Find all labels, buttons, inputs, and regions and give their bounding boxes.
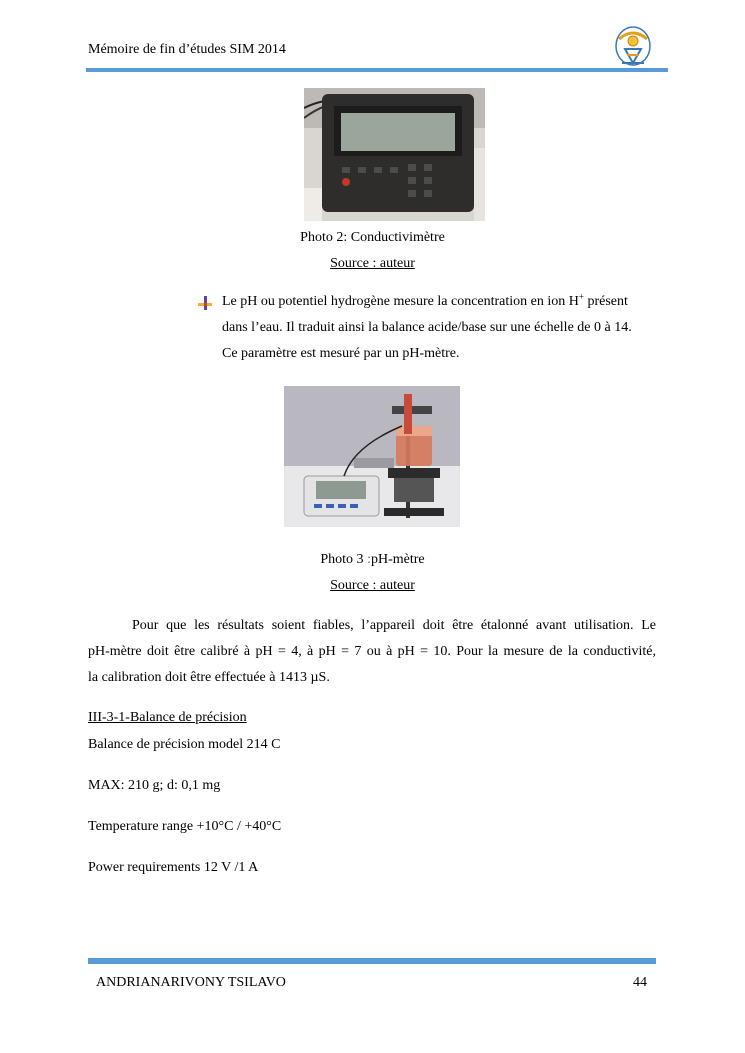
footer-author: ANDRIANARIVONY TSILAVO [96, 975, 286, 990]
section-heading: III-3-1-Balance de précision [88, 710, 247, 725]
photo3-caption: Photo 3 :pH-mètre [320, 552, 425, 567]
institution-logo-icon [614, 25, 652, 67]
conductivity-meter-photo [304, 88, 485, 221]
calibration-line-3: la calibration doit être effectuée à 1413 µS. [88, 670, 330, 685]
header-rule [86, 68, 668, 72]
footer-rule [88, 958, 656, 964]
ph-line-2: dans l’eau. Il traduit ainsi la balance acide/base sur une échelle de 0 à 14. [222, 320, 632, 335]
balance-temperature-range: Temperature range +10°C / +40°C [88, 819, 282, 834]
photo2-caption: Photo 2: Conductivimètre [300, 230, 445, 245]
ph-line-1: Le pH ou potentiel hydrogène mesure la concentration en ion H+ présent [222, 291, 628, 309]
balance-power-requirements: Power requirements 12 V /1 A [88, 860, 259, 875]
balance-capacity: MAX: 210 g; d: 0,1 mg [88, 778, 221, 793]
photo2-source: Source : auteur [330, 256, 415, 271]
calibration-line-2: pH-mètre doit être calibré à pH = 4, à pH = 7 ou à pH = 10. Pour la mesure de la conductivité, [88, 644, 656, 659]
calibration-paragraph [88, 613, 656, 691]
ph-bullet-paragraph [222, 289, 656, 367]
photo3-source: Source : auteur [330, 578, 415, 593]
balance-model: Balance de précision model 214 C [88, 737, 281, 752]
bullet-icon [198, 296, 212, 310]
ph-line-3: Ce paramètre est mesuré par un pH-mètre. [222, 346, 460, 361]
ph-meter-photo [284, 386, 460, 527]
running-header-title: Mémoire de fin d’études SIM 2014 [88, 42, 286, 57]
calibration-line-1: Pour que les résultats soient fiables, l’appareil doit être étalonné avant utilisation. Le [132, 618, 656, 633]
page-number: 44 [633, 975, 647, 990]
